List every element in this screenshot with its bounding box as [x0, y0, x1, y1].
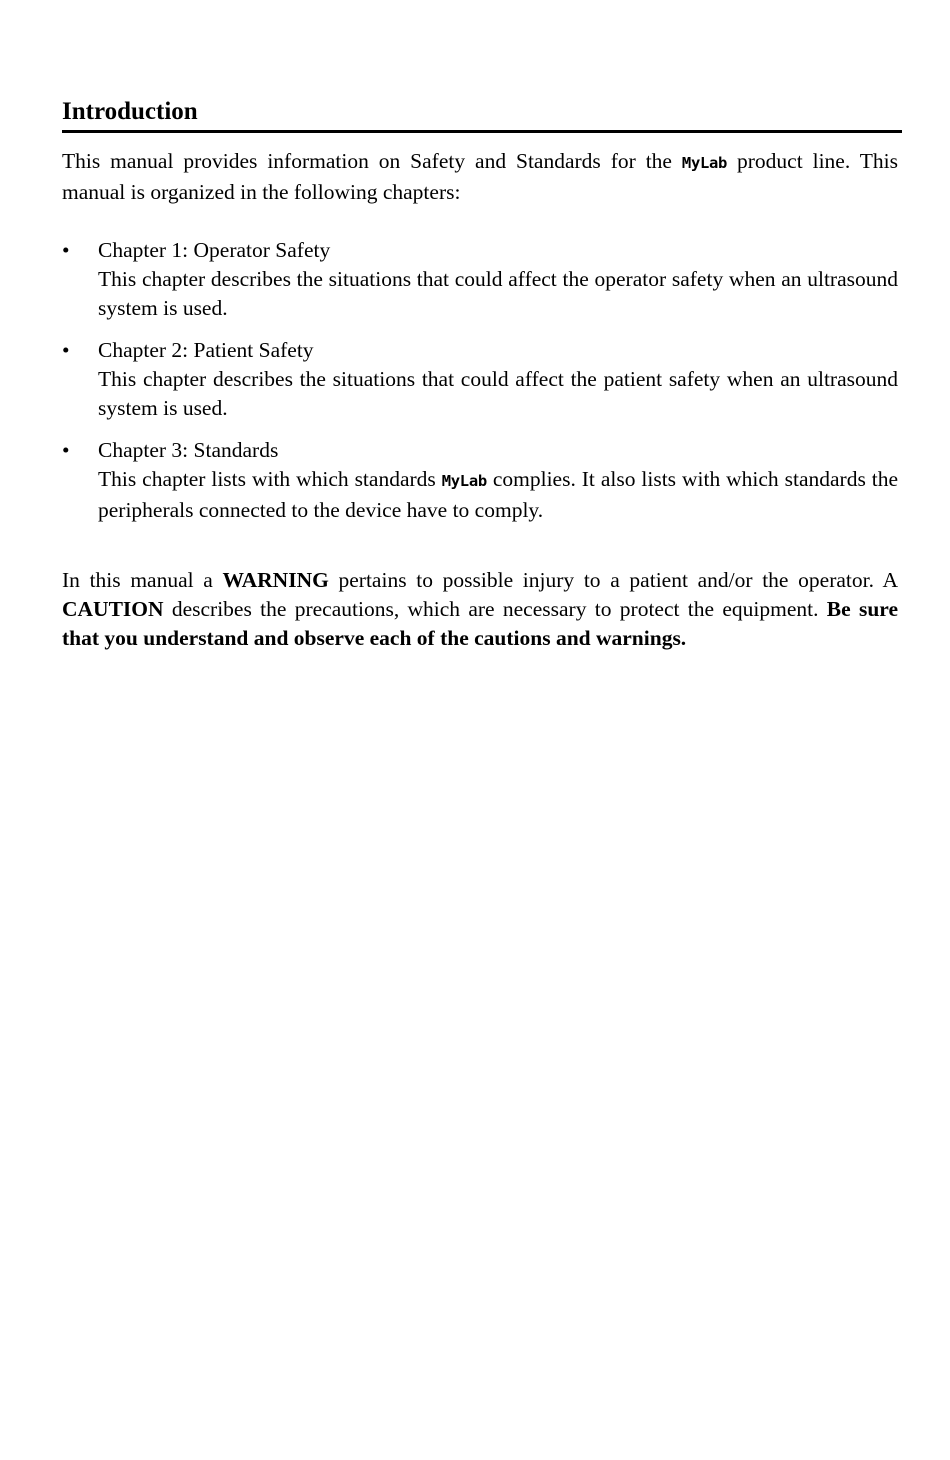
- intro-paragraph: [62, 147, 898, 207]
- chapter-title: Chapter 2: Patient Safety: [98, 338, 314, 362]
- document-page: [62, 96, 902, 653]
- bullet-icon: •: [62, 438, 70, 462]
- section-heading: Introduction: [62, 96, 902, 133]
- notice-text-3: describes the precautions, which are necessary to protect the equipment.: [163, 597, 827, 621]
- bullet-icon: •: [62, 338, 70, 362]
- product-name: MyLab: [681, 154, 728, 172]
- chapter-description-before: This chapter lists with which standards: [98, 467, 442, 491]
- bullet-icon: •: [62, 238, 70, 262]
- chapter-description-after: complies. It also lists with which standards the peripherals connected to the device have to comply.: [98, 467, 899, 522]
- notice-paragraph: [62, 566, 898, 653]
- product-name: MyLab: [441, 472, 487, 490]
- chapter-item-3: [62, 436, 898, 525]
- chapter-description: This chapter describes the situations that could affect the patient safety when an ultrasound system is used.: [98, 367, 898, 420]
- chapter-title: Chapter 3: Standards: [98, 438, 279, 462]
- chapter-item-1: [62, 236, 898, 323]
- chapter-item-2: [62, 336, 898, 423]
- notice-text-1: In this manual a: [62, 568, 223, 592]
- chapter-description: [98, 465, 898, 525]
- caution-term: CAUTION: [62, 597, 164, 621]
- intro-text-after: product line. This manual is organized in the following chapters:: [62, 149, 898, 204]
- notice-text-2: pertains to possible injury to a patient and/or the operator. A: [328, 568, 898, 592]
- chapter-title: Chapter 1: Operator Safety: [98, 238, 331, 262]
- chapter-description: This chapter describes the situations that could affect the operator safety when an ultrasound system is used.: [98, 267, 898, 320]
- notice-emphasis: Be sure that you understand and observe each of the cautions and warnings.: [62, 597, 899, 650]
- warning-term: WARNING: [222, 568, 329, 592]
- intro-text-before: This manual provides information on Safety and Standards for the: [62, 149, 682, 173]
- chapter-list: [62, 236, 902, 525]
